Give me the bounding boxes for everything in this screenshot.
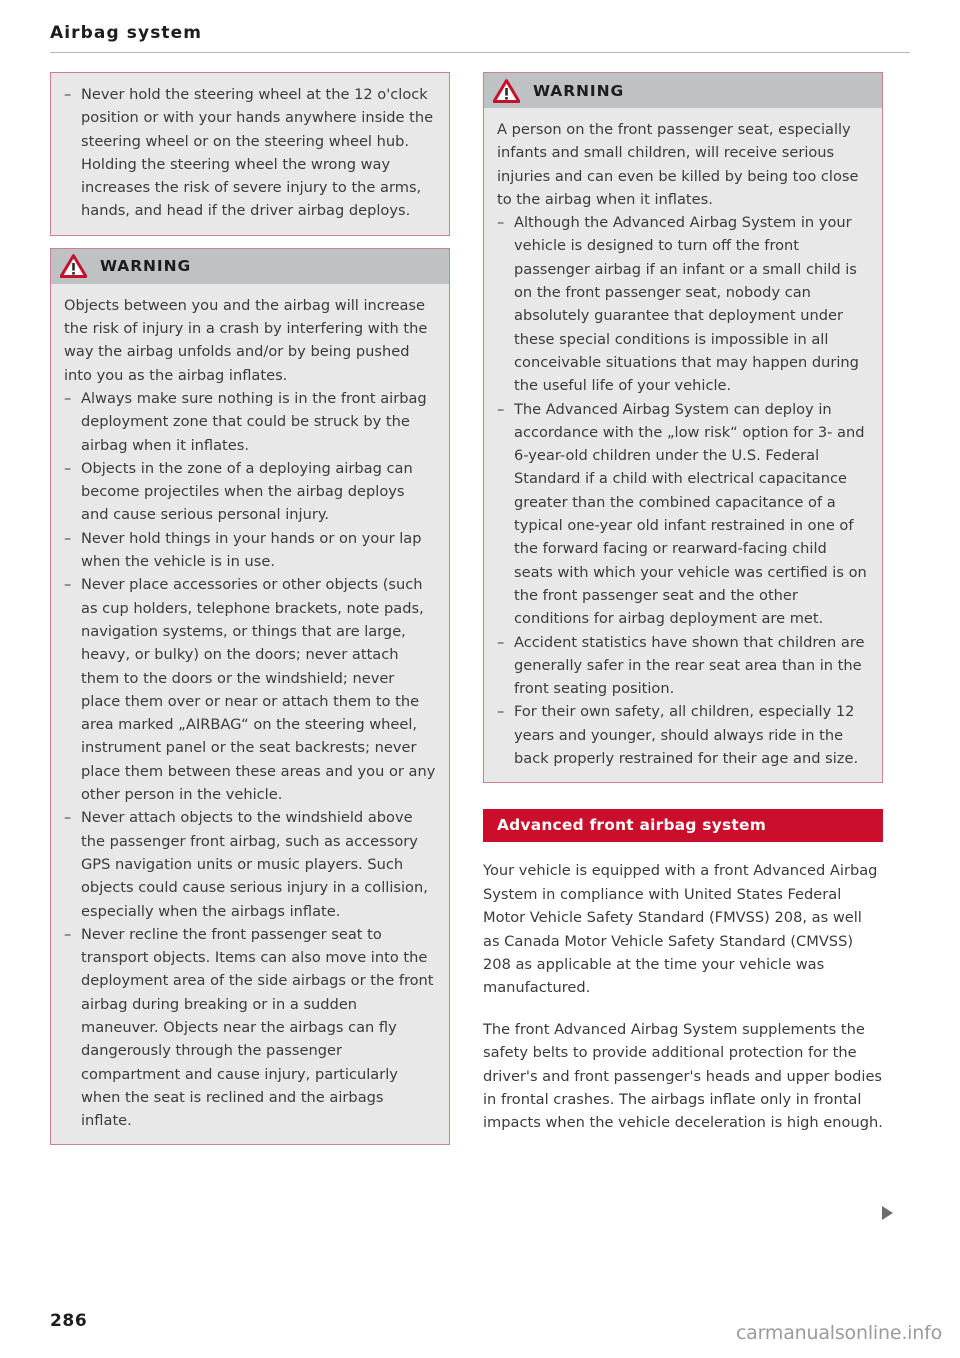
right-column xyxy=(483,72,883,1135)
warning-box-right xyxy=(483,72,883,783)
warning-triangle-icon xyxy=(493,79,520,103)
page-number: 286 xyxy=(50,1311,88,1331)
warning-box-left xyxy=(50,248,450,1146)
continued-note-box xyxy=(50,72,450,236)
list-item: – Never hold the steering wheel at the 12 o'clock position or with your hands anywhere inside the steering wheel or on the steering wheel hub. Holding the steering wheel the wrong way increases the risk of severe injury to the arms, hands, and head if the driver airbag deploys. xyxy=(64,83,436,223)
header-rule xyxy=(50,52,910,53)
warning-header-right xyxy=(484,73,882,108)
warning-label-left: WARNING xyxy=(100,257,192,276)
list-item: – Never attach objects to the windshield above the passenger front airbag, such as accessory GPS navigation units or music players. Such objects could cause serious injury in a collision, especially when the airbags inflate. xyxy=(64,806,436,922)
page-title: Airbag system xyxy=(50,23,203,43)
warning-triangle-icon xyxy=(60,254,87,278)
warning-intro-left: Objects between you and the airbag will increase the risk of injury in a crash by interfering with the way the airbag unfolds and/or by being pushed into you as the airbag inflates. xyxy=(64,296,428,384)
list-item: – For their own safety, all children, especially 12 years and younger, should always ride in the back properly restrained for their age and size. xyxy=(497,700,869,770)
section-paragraph: The front Advanced Airbag System supplements the safety belts to provide additional protection for the driver's and front passenger's heads and upper bodies in frontal crashes. The airbags inflate only in frontal impacts when the vehicle deceleration is high enough. xyxy=(483,1020,883,1132)
section-heading-advanced-front-airbag-system: Advanced front airbag system xyxy=(483,809,883,842)
warning-list-right xyxy=(497,211,869,770)
warning-body-right xyxy=(484,108,882,782)
warning-list-left xyxy=(64,387,436,1133)
continued-note-body xyxy=(51,73,449,235)
list-item: – The Advanced Airbag System can deploy in accordance with the „low risk“ option for 3- and 6-year-old children under the U.S. Federal Standard if a child with electrical capacitance greater than the combined capacitance of a typical one-year old infant restrained in one of the forward facing or rearward-facing child seats with which your vehicle was certified is on the front passenger seat and the other conditions for airbag deployment are met. xyxy=(497,398,869,631)
list-item: – Never hold things in your hands or on your lap when the vehicle is in use. xyxy=(64,527,436,574)
warning-header-left xyxy=(51,249,449,284)
list-item: – Accident statistics have shown that children are generally safer in the rear seat area than in the front seating position. xyxy=(497,631,869,701)
list-item: – Never place accessories or other objects (such as cup holders, telephone brackets, note pads, navigation systems, or things that are large, heavy, or bulky) on the doors; never attach them to the doors or the windshield; never place them over or near or attach them to the area marked „AIRBAG“ on the steering wheel, instrument panel or the seat backrests; never place them between these areas and you or any other person in the vehicle. xyxy=(64,573,436,806)
watermark: carmanualsonline.info xyxy=(735,1322,942,1344)
continued-note-list xyxy=(64,83,436,223)
list-item: – Although the Advanced Airbag System in your vehicle is designed to turn off the front passenger airbag if an infant or a small child is on the front passenger seat, nobody can absolutely guarantee that deployment under these special conditions is impossible in all conceivable situations that may happen during the useful life of your vehicle. xyxy=(497,211,869,397)
continuation-arrow-icon xyxy=(882,1206,893,1220)
warning-label-right: WARNING xyxy=(533,81,625,100)
section-paragraph: Your vehicle is equipped with a front Advanced Airbag System in compliance with United States Federal Motor Vehicle Safety Standard (FMVSS) 208, as well as Canada Motor Vehicle Safety Standard (CMVSS) 208 as applicable at the time your vehicle was manufactured. xyxy=(483,862,878,997)
warning-intro-right: A person on the front passenger seat, especially infants and small children, will receive serious injuries and can even be killed by being too close to the airbag when it inflates. xyxy=(497,121,859,208)
left-column xyxy=(50,72,450,1157)
list-item: – Always make sure nothing is in the front airbag deployment zone that could be struck by the airbag when it inflates. xyxy=(64,387,436,457)
warning-body-left xyxy=(51,284,449,1145)
page-header xyxy=(50,24,910,53)
list-item: – Never recline the front passenger seat to transport objects. Items can also move into the deployment area of the side airbags or the front airbag during breaking or in a sudden maneuver. Objects near the airbags can fly dangerously through the passenger compartment and cause injury, particularly when the seat is reclined and the airbags inflate. xyxy=(64,923,436,1133)
list-item: – Objects in the zone of a deploying airbag can become projectiles when the airbag deploys and cause serious personal injury. xyxy=(64,457,436,527)
